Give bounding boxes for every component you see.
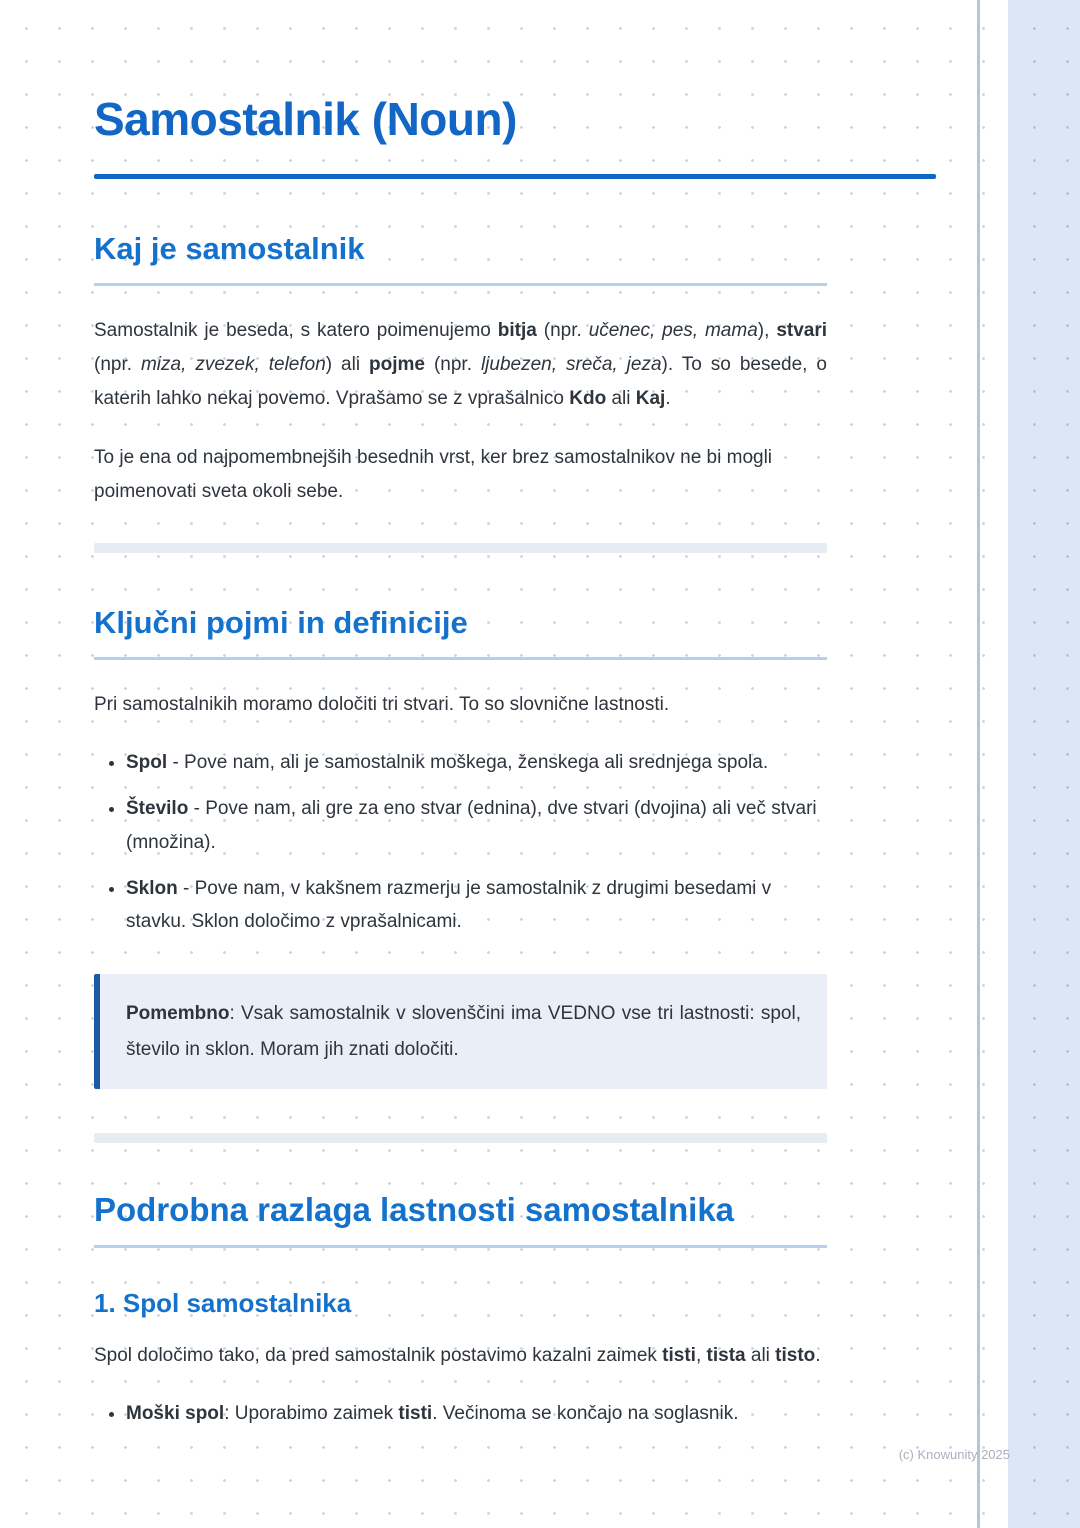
gender-list [94, 1397, 827, 1430]
bold-stvari: stvari [776, 320, 828, 341]
text-run: Spol določimo tako, da pred samostalnik postavimo kazalni zaimek [94, 1344, 663, 1366]
bold-spol: Spol [126, 752, 168, 774]
text-run: - Pove nam, ali gre za eno stvar (ednina), dve stvari (dvojina) ali več stvari (množina). [126, 798, 817, 853]
text-run: : Uporabimo zaimek [224, 1402, 399, 1424]
properties-list [94, 746, 827, 938]
bold-tisto: tisto [775, 1344, 816, 1366]
list-item-sklon [126, 872, 827, 939]
list-item-spol [126, 746, 827, 779]
title-rule [94, 174, 936, 179]
text-run: Pri samostalnikih moramo določiti tri stvari. To so slovnične lastnosti. [94, 693, 670, 715]
text-run: ali [606, 388, 636, 410]
text-run: . [815, 1344, 821, 1366]
list-item-stevilo [126, 792, 827, 859]
text-run: ). To so besede, o katerih lahko nekaj povemo. Vprašamo se z vprašalnico [94, 354, 827, 410]
subsection-heading-spol-samostalnika: 1. Spol samostalnika [94, 1287, 352, 1318]
italic-examples-bitja: učenec, pes, mama [588, 320, 758, 341]
paragraph-noun-importance [94, 441, 827, 509]
bold-tisti: tisti [662, 1344, 696, 1366]
bold-tisti: tisti [398, 1402, 433, 1424]
text-run: : Vsak samostalnik v slovenščini ima VEDNO vse tri lastnosti: spol, število in sklon. Moram jih znati določiti. [126, 1003, 801, 1060]
page-title: Samostalnik (Noun) [94, 93, 517, 145]
text-run: ) ali [325, 354, 370, 376]
text-run: (npr. [424, 354, 481, 376]
callout-text [126, 996, 801, 1066]
text-run: - Pove nam, v kakšnem razmerju je samostalnik z drugimi besedami v stavku. Sklon določimo z vprašalnicami. [126, 877, 772, 933]
text-run: ali [745, 1344, 776, 1366]
document-content [94, 0, 827, 1458]
text-run: . Večinoma se končajo na soglasnik. [432, 1402, 739, 1424]
text-run: , [695, 1344, 707, 1366]
section-heading-kljucni-pojmi: Ključni pojmi in definicije [94, 605, 827, 660]
paragraph-spol-explanation [94, 1339, 827, 1373]
paragraph-properties-intro [94, 688, 827, 722]
bold-tista: tista [706, 1344, 746, 1366]
text-run: . [665, 388, 671, 410]
section-divider [94, 1133, 827, 1143]
bold-sklon: Sklon [126, 877, 178, 899]
important-callout [94, 974, 827, 1088]
bold-stevilo: Število [126, 798, 189, 820]
text-run: (npr. [94, 354, 141, 376]
text-run: To je ena od najpomembnejših besednih vrst, ker brez samostalnikov ne bi mogli poimenovati sveta okoli sebe. [94, 446, 773, 502]
page-edge-line[interactable] [977, 0, 980, 1528]
text-run: - Pove nam, ali je samostalnik moškega, ženskega ali srednjega spola. [167, 752, 769, 774]
bold-bitja: bitja [497, 320, 537, 341]
italic-examples-pojme: ljubezen, sreča, jeza [480, 354, 662, 376]
right-margin-strip [1008, 0, 1080, 1528]
bold-pojme: pojme [369, 354, 425, 376]
section-divider [94, 543, 827, 553]
text-run: Samostalnik je beseda, s katero poimenujemo [94, 320, 498, 341]
bold-kdo: Kdo [569, 388, 607, 410]
paragraph-noun-definition [94, 314, 827, 417]
text-run: (npr. [536, 320, 589, 341]
text-run: ), [757, 320, 777, 341]
italic-examples-stvari: miza, zvezek, telefon [140, 354, 326, 376]
bold-pomembno: Pomembno [126, 1003, 230, 1025]
copyright: (c) Knowunity 2025 [898, 1447, 1010, 1462]
bold-moski-spol: Moški spol [126, 1402, 225, 1424]
list-item-moski-spol [126, 1397, 827, 1430]
section-heading-podrobna-razlaga: Podrobna razlaga lastnosti samostalnika [94, 1191, 827, 1248]
section-heading-kaj-je-samostalnik: Kaj je samostalnik [94, 231, 827, 286]
bold-kaj: Kaj [635, 388, 666, 410]
